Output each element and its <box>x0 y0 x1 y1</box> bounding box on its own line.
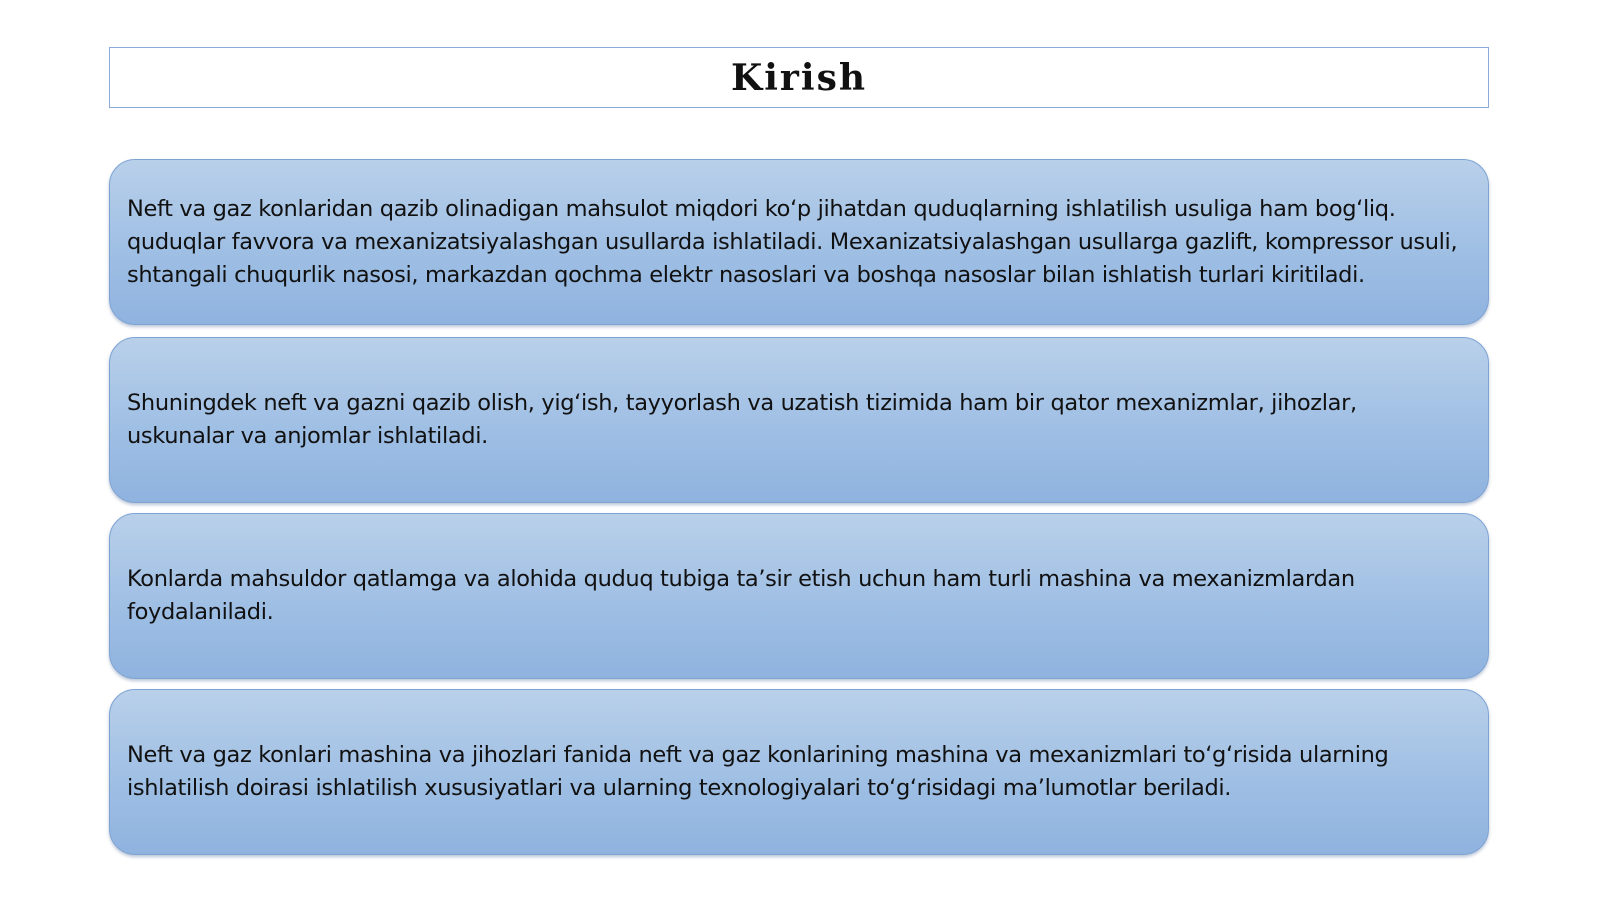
card-text-4: Neft va gaz konlari mashina va jihozlari fanida neft va gaz konlarining mashina va mexanizmlari to‘g‘risida ularning ishlatilish doirasi ishlatilish xususiyatlari va ularning texnologiyalari to‘g‘risidagi ma’lumotlar beriladi. <box>127 742 1389 801</box>
card-text-3: Konlarda mahsuldor qatlamga va alohida quduq tubiga ta’sir etish uchun ham turli mashina va mexanizmlardan foydalaniladi. <box>127 566 1355 625</box>
content-card-2 <box>109 337 1489 503</box>
card-text-2: Shuningdek neft va gazni qazib olish, yig‘ish, tayyorlash va uzatish tizimida ham bir qator mexanizmlar, jihozlar, uskunalar va anjomlar ishlatiladi. <box>127 390 1357 449</box>
content-card-1 <box>109 159 1489 325</box>
slide-title: Kirish <box>730 56 868 99</box>
content-card-4 <box>109 689 1489 855</box>
content-card-3 <box>109 513 1489 679</box>
card-text-1: Neft va gaz konlaridan qazib olinadigan mahsulot miqdori ko‘p jihatdan quduqlarning ishlatilish usuliga ham bog‘liq. quduqlar favvora va mexanizatsiyalashgan usullarda ishlatiladi. Mexanizatsiyalashgan usullarga gazlift, kompressor usuli, shtangali chuqurlik nasosi, markazdan qochma elektr nasoslari va boshqa nasoslar bilan ishlatish turlari kiritiladi. <box>127 195 1458 288</box>
title-box <box>109 47 1489 108</box>
